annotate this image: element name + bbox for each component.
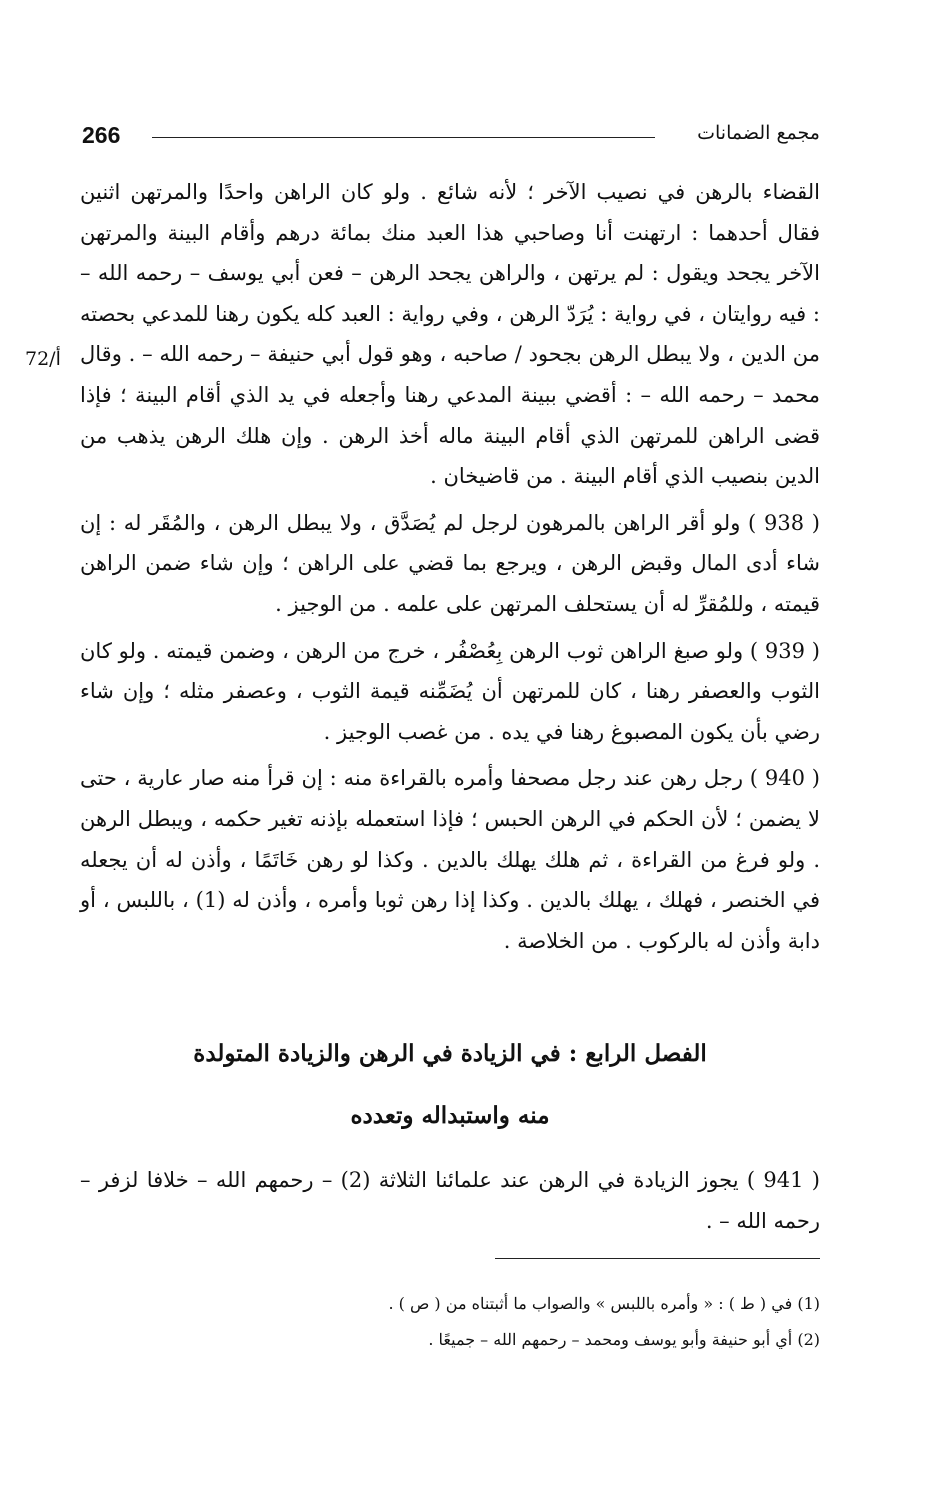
paragraph: القضاء بالرهن في نصيب الآخر ؛ لأنه شائع . ولو كان الراهن واحدًا والمرتهن اثنين فقال أحدهما : ارتهنت أنا وصاحبي هذا العبد منك بمائة درهم وأقام البينة والمرتهن الآخر يجحد ويقول : لم يرتهن ، والراهن يجحد الرهن – فعن أبي يوسف – رحمه الله – : فيه روايتان ، في رواية : يُرَدّ الرهن ، وفي رواية : العبد كله يكون رهنا للمدعي بحصته من الدين ، ولا يبطل الرهن بجحود / صاحبه ، وهو قول أبي حنيفة – رحمه الله – . وقال محمد – رحمه الله – : أقضي ببينة المدعي رهنا وأجعله في يد الذي أقام البينة ؛ فإذا قضى الراهن للمرتهن الذي أقام البينة ماله أخذ الرهن . وإن هلك الرهن يذهب من الدين بنصيب الذي أقام البينة . من قاضيخان .	[80, 180, 820, 489]
chapter-title-line-2: منه واستبداله وتعدده	[350, 1102, 550, 1129]
footnote-1: (1) في ( ط ) : « وأمره باللبس » والصواب ما أثبتناه من ( ص ) .	[388, 1294, 820, 1313]
paragraph-939: ( 939 ) ولو صبغ الراهن ثوب الرهن بِعُصْفُر ، خرج من الرهن ، وضمن قيمته . ولو كان الثوب والعصفر رهنا ، كان للمرتهن أن يُضَمِّنه قيمة الثوب ، وعصفر مثله ؛ وإن شاء رضي بأن يكون المصبوغ رهنا في يده . من غصب الوجيز .	[80, 638, 820, 744]
running-title: مجمع الضمانات	[697, 122, 820, 144]
footnote-rule	[495, 1258, 820, 1259]
chapter-text	[80, 1160, 820, 1241]
footnotes	[80, 1286, 820, 1358]
margin-folio-note: 72/أ	[25, 348, 61, 370]
paragraph-940: ( 940 ) رجل رهن عند رجل مصحفا وأمره بالقراءة منه : إن قرأ منه صار عارية ، حتى لا يضمن ؛ لأن الحكم في الرهن الحبس ؛ فإذا استعمله بإذنه تغير حكمه ، ويبطل الرهن . ولو فرغ من القراءة ، ثم هلك يهلك بالدين . وكذا لو رهن خَاتَمًا ، وأذن له أن يجعله في الخنصر ، فهلك ، يهلك بالدين . وكذا إذا رهن ثوبا وأمره ، وأذن له (1) ، باللبس ، أو دابة وأذن له بالركوب . من الخلاصة .	[80, 766, 820, 953]
paragraph-938: ( 938 ) ولو أقر الراهن بالمرهون لرجل لم يُصَدَّق ، ولا يبطل الرهن ، والمُقَر له : إن شاء أدى المال وقبض الرهن ، ويرجع بما قضي على الراهن ؛ وإن شاء ضمن الراهن قيمته ، وللمُقرِّ له أن يستحلف المرتهن على علمه . من الوجيز .	[80, 510, 820, 616]
header-rule	[152, 137, 655, 138]
page-header	[82, 118, 820, 158]
chapter-title-line-1: الفصل الرابع : في الزيادة في الرهن والزيادة المتولدة	[193, 1040, 707, 1067]
footnote-2: (2) أي أبو حنيفة وأبو يوسف ومحمد – رحمهم الله – جميعًا .	[428, 1330, 820, 1349]
page-number: 266	[82, 122, 121, 148]
main-text	[80, 172, 820, 961]
paragraph-941: ( 941 ) يجوز الزيادة في الرهن عند علمائنا الثلاثة (2) – رحمهم الله – خلافا لزفر – رحمه الله – .	[80, 1168, 820, 1233]
